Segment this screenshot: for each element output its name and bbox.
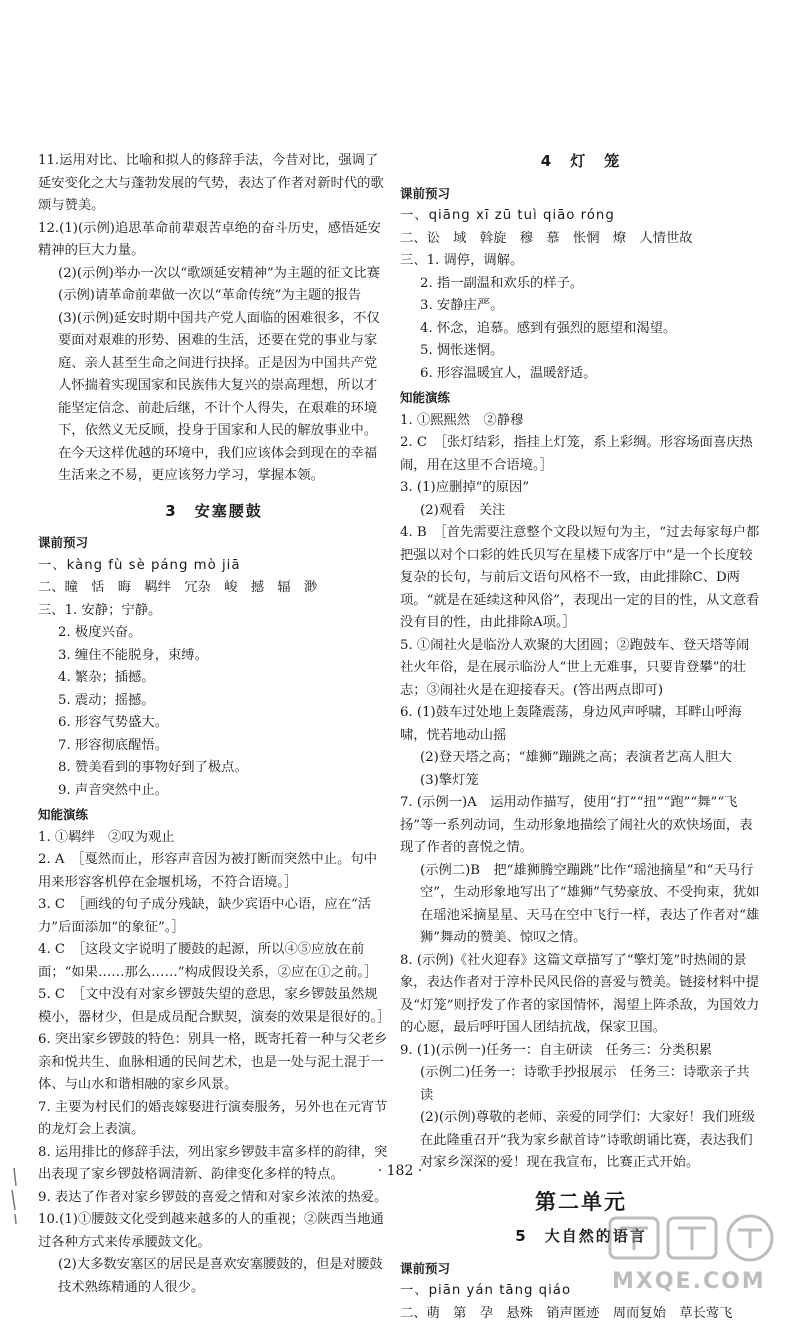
l3-practice-8: 8. 运用排比的修辞手法，列出家乡锣鼓丰富多样的韵律，突出表现了家乡锣鼓格调清新、韵律变化多样的特点。 xyxy=(38,1142,390,1187)
section-practice-3: 知能演练 xyxy=(38,804,390,827)
l4-practice-9-1: 9. (1)(示例一)任务一：自主研读 任务三：分类积累 xyxy=(400,1040,762,1063)
answer-12-2b: (示例)请革命前辈做一次以“革命传统”为主题的报告 xyxy=(38,285,390,308)
l4-def-4: 4. 怀念，追慕。感到有强烈的愿望和渴望。 xyxy=(400,318,762,341)
l3-def-7: 7. 形容彻底醒悟。 xyxy=(38,735,390,758)
page-number: · 182 · xyxy=(0,1163,800,1179)
l3-practice-10-1: 10.(1)①腰鼓文化受到越来越多的人的重视；②陕西当地通过各种方式来传承腰鼓文化。 xyxy=(38,1209,390,1254)
l3-def-2: 2. 极度兴奋。 xyxy=(38,622,390,645)
l5-pinyin: 一、piān yán tāng qiáo xyxy=(400,1280,762,1303)
l4-def-6: 6. 形容温暖宜人，温暖舒适。 xyxy=(400,363,762,386)
l4-def-5: 5. 惆怅迷惘。 xyxy=(400,340,762,363)
right-column xyxy=(400,150,762,1325)
l3-def-1: 三、1. 安静；宁静。 xyxy=(38,600,390,623)
l3-practice-1: 1. ①羁绊 ②叹为观止 xyxy=(38,827,390,850)
l5-words: 二、萌 第 孕 悬殊 销声匿迹 周而复始 草长莺飞 xyxy=(400,1303,762,1325)
l3-practice-2: 2. A ［戛然而止，形容声音因为被打断而突然中止。句中用来形容客机停在金堰机场，不符合语境。］ xyxy=(38,849,390,894)
l4-practice-9-2: (示例二)任务一：诗歌手抄报展示 任务三：诗歌亲子共读 xyxy=(400,1062,762,1107)
l4-practice-5: 5. ①闹社火是临汾人欢聚的大团圆；②跑鼓车、登天塔等闹社火年俗，是在展示临汾人“世上无难事，只要肯登攀”的壮志；③闹社火是在迎接春天。(答出两点即可) xyxy=(400,635,762,703)
lesson-4-title: 4 灯 笼 xyxy=(400,150,762,173)
l3-practice-6: 6. 突出家乡锣鼓的特色：别具一格，既寄托着一种与父老乡亲和悦共生、血脉相通的民间艺术，也是一处与泥土混于一体、与山水和谐相融的家乡风景。 xyxy=(38,1029,390,1097)
watermark-logo xyxy=(604,1214,786,1294)
answer-12-2: (2)(示例)举办一次以“歌颂延安精神”为主题的征文比赛 xyxy=(38,263,390,286)
l3-def-8: 8. 赞美看到的事物好到了极点。 xyxy=(38,757,390,780)
l3-def-6: 6. 形容气势盛大。 xyxy=(38,712,390,735)
section-preview-5: 课前预习 xyxy=(400,1258,762,1281)
l3-def-9: 9. 声音突然中止。 xyxy=(38,780,390,803)
l3-def-3: 3. 缠住不能脱身，束缚。 xyxy=(38,645,390,668)
l4-def-1: 三、1. 调停，调解。 xyxy=(400,250,762,273)
l4-practice-6-3: (3)擎灯笼 xyxy=(400,770,762,793)
l3-practice-4: 4. C ［这段文字说明了腰鼓的起源，所以④⑤应放在前面；“如果……那么……”构成假设关系，②应在①之前。］ xyxy=(38,939,390,984)
left-column xyxy=(38,150,390,1299)
l4-def-3: 3. 安静庄严。 xyxy=(400,295,762,318)
answer-11: 11.运用对比、比喻和拟人的修辞手法，今昔对比，强调了延安变化之大与蓬勃发展的气势，表达了作者对新时代的歌颂与赞美。 xyxy=(38,150,390,218)
answer-12-3: (3)(示例)延安时期中国共产党人面临的困难很多，不仅要面对艰难的形势、困难的生活，还要在党的事业与家庭、亲人甚至生命之间进行抉择。正是因为中国共产党人怀揣着实现国家和民族伟大复兴的崇高理想，所以才能坚定信念、前赴后继，不计个人得失，在艰难的环境下，依然义无反顾，投身于国家和人民的解放事业中。在今天这样优越的环境中，我们应该体会到现在的幸福生活来之不易，更应该努力学习，掌握本领。 xyxy=(38,308,390,488)
l4-pinyin: 一、qiāng xī zū tuì qiāo róng xyxy=(400,205,762,228)
l3-practice-5: 5. C ［文中没有对家乡锣鼓失望的意思，家乡锣鼓虽然规模小，器材少，但是成员配合默契，演奏的效果是很好的。］ xyxy=(38,984,390,1029)
l4-practice-4: 4. B ［首先需要注意整个文段以短句为主，“过去每家每户都把强以对个口彩的姓氏贝写在星楼下成客厅中”是一个长度较复杂的长句，与前后文语句风格不一致，由此排除C、D两项。“就是在延续这种风俗”，表现出一定的目的性，从文意看没有目的性，由此排除A项。］ xyxy=(400,522,762,635)
unit-2-heading: 第二单元 xyxy=(400,1191,762,1214)
l4-practice-2: 2. C ［张灯结彩，指挂上灯笼，系上彩绸。形容场面喜庆热闹，用在这里不合语境。］ xyxy=(400,432,762,477)
l3-pinyin: 一、kàng fù sè páng mò jiā xyxy=(38,555,390,578)
margin-scribble xyxy=(6,1166,24,1226)
l3-practice-7: 7. 主要为村民们的婚丧嫁娶进行演奏服务，另外也在元宵节的龙灯会上表演。 xyxy=(38,1097,390,1142)
l3-words: 二、瞳 恬 晦 羁绊 冗杂 峻 撼 辐 渺 xyxy=(38,577,390,600)
l3-def-4: 4. 繁杂；插撼。 xyxy=(38,667,390,690)
l3-def-5: 5. 震动；摇撼。 xyxy=(38,690,390,713)
l4-practice-9-3: (2)(示例)尊敬的老师、亲爱的同学们：大家好！我们班级在此隆重召开“我为家乡献首诗”诗歌朗诵比赛，表达我们对家乡深深的爱！现在我宣布，比赛正式开始。 xyxy=(400,1107,762,1175)
lesson-3-title: 3 安塞腰鼓 xyxy=(38,500,390,523)
l4-practice-8: 8. (示例)《社火迎春》这篇文章描写了“擎灯笼”时热闹的景象，表达作者对于淳朴民风民俗的喜爱与赞美。链接材料中提及“灯笼”则抒发了作者的家国情怀，渴望上阵杀敌，为国效力的心愿，最后呼吁国人团结抗战，保家卫国。 xyxy=(400,950,762,1040)
l3-practice-9: 9. 表达了作者对家乡锣鼓的喜爱之情和对家乡浓浓的热爱。 xyxy=(38,1187,390,1210)
l4-practice-3-1: 3. (1)应删掉“的原因” xyxy=(400,477,762,500)
svg-text:MXQE.COM: MXQE.COM xyxy=(612,1269,766,1294)
l4-practice-6-2: (2)登天塔之高；“雄狮”蹦跳之高；表演者艺高人胆大 xyxy=(400,747,762,770)
l4-practice-7-2: (示例二)B 把“雄狮腾空蹦跳”比作“瑶池摘星”和“天马行空”，生动形象地写出了“雄狮”气势豪放、不受拘束，犹如在瑶池采摘星星、天马在空中飞行一样，表达了作者对“雄狮”舞动的赞美、惊叹之情。 xyxy=(400,860,762,950)
l4-def-2: 2. 指一副温和欢乐的样子。 xyxy=(400,273,762,296)
lesson-5-title: 5 大自然的语言 xyxy=(400,1225,762,1248)
l4-practice-7-1: 7. (示例一)A 运用动作描写，使用“打”“扭”“跑”“舞”“飞扬”等一系列动词，生动形象地描绘了闹社火的欢快场面，表现了作者的喜悦之情。 xyxy=(400,792,762,860)
l4-words: 二、讼 域 斡旋 穆 慕 怅惘 燎 人情世故 xyxy=(400,228,762,251)
section-practice-4: 知能演练 xyxy=(400,387,762,410)
l4-practice-6-1: 6. (1)鼓车过处地上轰隆震荡，身边风声呼啸，耳畔山呼海啸，恍若地动山摇 xyxy=(400,702,762,747)
l4-practice-3-2: (2)观看 关注 xyxy=(400,500,762,523)
l3-practice-10-2: (2)大多数安塞区的居民是喜欢安塞腰鼓的，但是对腰鼓技术熟练精通的人很少。 xyxy=(38,1254,390,1299)
l3-practice-3: 3. C ［画线的句子成分残缺，缺少宾语中心语，应在“活力”后面添加“的象征”。］ xyxy=(38,894,390,939)
section-preview-3: 课前预习 xyxy=(38,532,390,555)
l4-practice-1: 1. ①熙熙然 ②静穆 xyxy=(400,410,762,433)
section-preview-4: 课前预习 xyxy=(400,183,762,206)
answer-12-1: 12.(1)(示例)追思革命前辈艰苦卓绝的奋斗历史，感悟延安精神的巨大力量。 xyxy=(38,218,390,263)
